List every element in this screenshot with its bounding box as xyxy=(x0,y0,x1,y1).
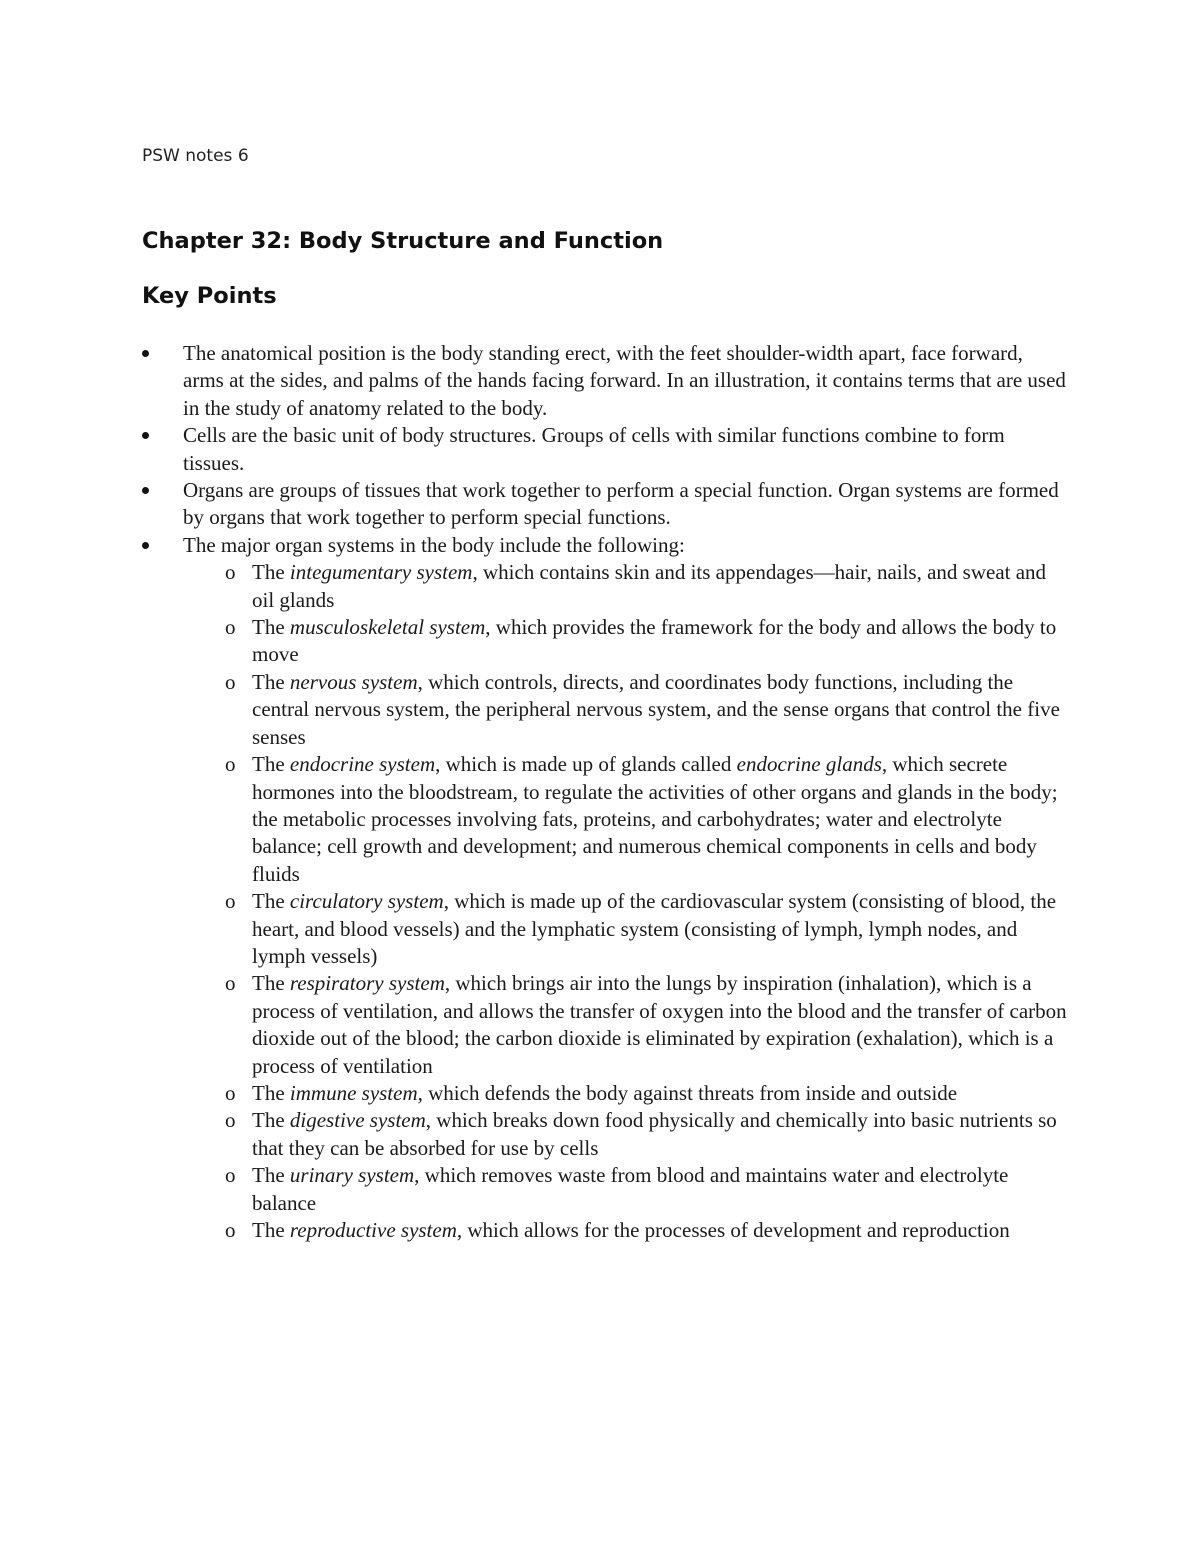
organ-system-item xyxy=(183,970,1067,1080)
bullet-dot-icon xyxy=(142,487,149,494)
system-prefix: The xyxy=(252,889,290,914)
system-description: , which removes waste from blood and maintains water and electrolyte balance xyxy=(252,1163,1009,1215)
sub-bullet-marker: o xyxy=(225,1108,236,1133)
sub-bullet-marker: o xyxy=(225,1080,236,1105)
system-prefix: The xyxy=(252,1163,290,1188)
system-prefix: The xyxy=(252,615,290,640)
organ-systems-list xyxy=(183,559,1067,1244)
system-description: , which brings air into the lungs by inspiration (inhalation), which is a process of ventilation, and allows the transfer of oxygen into the blood and the transfer of carbon dioxide out of the blood; the carbon dioxide is eliminated by expiration (exhalation), which is a process of ventilation xyxy=(252,971,1067,1078)
sub-bullet-marker: o xyxy=(225,615,236,640)
system-description: , which is made up of the cardiovascular system (consisting of blood, the heart, and blood vessels) and the lymphatic system (consisting of lymph, lymph nodes, and lymph vessels) xyxy=(252,889,1057,968)
system-description: , which contains skin and its appendages—hair, nails, and sweat and oil glands xyxy=(252,560,1047,612)
sub-bullet-marker: o xyxy=(225,1218,236,1242)
system-term: immune system xyxy=(289,1080,418,1105)
sub-bullet-marker: o xyxy=(225,971,236,996)
key-point-text: The major organ systems in the body include the following: xyxy=(183,532,685,557)
key-points-content xyxy=(142,340,1067,1244)
system-description: , which breaks down food physically and chemically into basic nutrients so that they can be absorbed for use by cells xyxy=(252,1108,1057,1160)
organ-system-item xyxy=(183,669,1067,751)
system-term: urinary system xyxy=(289,1163,415,1188)
key-point-text: The anatomical position is the body standing erect, with the feet shoulder-width apart, face forward, arms at the sides, and palms of the hands facing forward. In an illustration, it contains terms that are used in the study of anatomy related to the body. xyxy=(183,341,1066,420)
organ-system-item xyxy=(183,888,1067,970)
system-term: digestive system xyxy=(289,1108,426,1133)
system-prefix: The xyxy=(252,1108,290,1133)
sub-bullet-marker: o xyxy=(225,752,236,777)
bullet-dot-icon xyxy=(142,542,149,549)
system-description: , which allows for the processes of development and reproduction xyxy=(456,1218,1010,1242)
system-description: , which defends the body against threats from inside and outside xyxy=(417,1080,958,1105)
key-point-item xyxy=(142,532,1067,1245)
system-term: musculoskeletal system xyxy=(289,615,486,640)
bullet-dot-icon xyxy=(142,350,149,357)
system-term-secondary: endocrine glands xyxy=(736,752,882,777)
system-term: endocrine system xyxy=(289,752,436,777)
organ-system-item xyxy=(183,751,1067,888)
key-point-item xyxy=(142,340,1067,422)
system-description: , which is made up of glands called xyxy=(435,752,737,777)
key-point-text: Organs are groups of tissues that work together to perform a special function. Organ systems are formed by organs that work together to perform special functions. xyxy=(183,478,1059,530)
system-prefix: The xyxy=(252,560,290,585)
key-point-item xyxy=(142,477,1067,532)
system-description-continued: , which secrete hormones into the bloodstream, to regulate the activities of other organs and glands in the body; the metabolic processes involving fats, proteins, and carbohydrates; water and electrolyte balance; cell growth and development; and numerous chemical components in cells and body fluids xyxy=(252,752,1058,886)
sub-bullet-marker: o xyxy=(225,560,236,585)
key-point-text: Cells are the basic unit of body structures. Groups of cells with similar functions combine to form tissues. xyxy=(183,423,1005,475)
system-term: circulatory system xyxy=(289,889,444,914)
sub-bullet-marker: o xyxy=(225,1163,236,1188)
system-prefix: The xyxy=(252,752,290,777)
system-term: respiratory system xyxy=(289,971,445,996)
organ-system-item xyxy=(183,559,1067,614)
system-term: integumentary system xyxy=(289,560,473,585)
organ-system-item xyxy=(183,1217,1067,1244)
organ-system-item xyxy=(183,1080,1067,1107)
sub-bullet-marker: o xyxy=(225,669,236,694)
system-description: , which controls, directs, and coordinates body functions, including the central nervous system, the peripheral nervous system, and the sense organs that control the five senses xyxy=(252,669,1060,749)
organ-system-item xyxy=(183,614,1067,669)
system-term: nervous system xyxy=(289,669,418,694)
bullet-dot-icon xyxy=(142,432,149,439)
system-prefix: The xyxy=(252,1218,290,1242)
system-prefix: The xyxy=(252,971,290,996)
system-term: reproductive system xyxy=(289,1218,457,1242)
key-point-item xyxy=(142,422,1067,477)
header-note: PSW notes 6 xyxy=(142,146,249,166)
sub-bullet-marker: o xyxy=(225,889,236,914)
chapter-title: Chapter 32: Body Structure and Function xyxy=(142,228,664,254)
section-title: Key Points xyxy=(142,283,277,309)
organ-system-item xyxy=(183,1107,1067,1162)
system-description: , which provides the framework for the body and allows the body to move xyxy=(252,615,1057,667)
organ-system-item xyxy=(183,1162,1067,1217)
system-prefix: The xyxy=(252,669,290,694)
key-points-list xyxy=(142,340,1067,1244)
system-prefix: The xyxy=(252,1080,290,1105)
